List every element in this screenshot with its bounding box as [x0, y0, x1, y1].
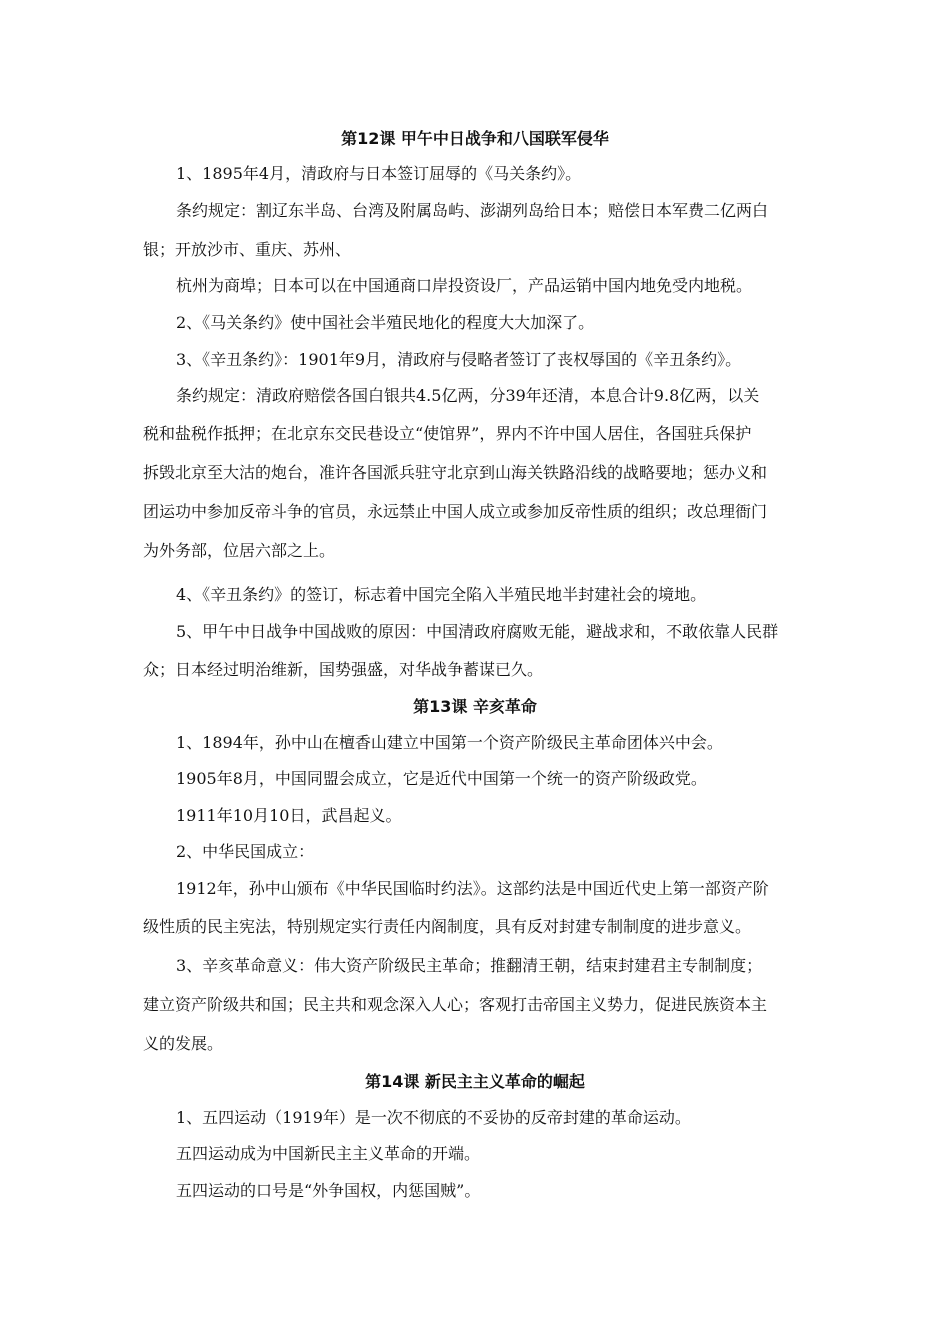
paragraph-line: 义的发展。 — [143, 1034, 224, 1053]
paragraph-line: 4、《辛丑条约》的签订，标志着中国完全陷入半殖民地半封建社会的境地。 — [176, 585, 707, 604]
paragraph-line: 杭州为商埠；日本可以在中国通商口岸投资设厂，产品运销中国内地免受内地税。 — [176, 276, 753, 295]
paragraph-line: 2、《马关条约》使中国社会半殖民地化的程度大大加深了。 — [176, 313, 595, 332]
paragraph-line: 建立资产阶级共和国；民主共和观念深入人心；客观打击帝国主义势力，促进民族资本主 — [143, 995, 768, 1014]
lesson-14-title: 第14课 新民主主义革命的崛起 — [365, 1072, 585, 1091]
paragraph-line: 3、辛亥革命意义：伟大资产阶级民主革命；推翻清王朝，结束封建君主专制制度； — [176, 956, 763, 975]
lesson-12-title: 第12课 甲午中日战争和八国联军侵华 — [341, 129, 609, 148]
paragraph-line: 条约规定：割辽东半岛、台湾及附属岛屿、澎湖列岛给日本；赔偿日本军费二亿两白 — [176, 201, 769, 220]
paragraph-line: 2、中华民国成立： — [176, 842, 315, 861]
paragraph-line: 五四运动的口号是“外争国权，内惩国贼”。 — [176, 1181, 481, 1200]
paragraph-line: 团运功中参加反帝斗争的官员，永远禁止中国人成立或参加反帝性质的组织；改总理衙门 — [143, 502, 768, 521]
paragraph-line: 1912年，孙中山颁布《中华民国临时约法》。这部约法是中国近代史上第一部资产阶 — [176, 879, 769, 898]
paragraph-line: 1911年10月10日，武昌起义。 — [176, 806, 402, 825]
paragraph-line: 五四运动成为中国新民主主义革命的开端。 — [176, 1144, 481, 1163]
paragraph-line: 级性质的民主宪法，特别规定实行责任内阁制度，具有反对封建专制制度的进步意义。 — [143, 917, 752, 936]
paragraph-line: 拆毁北京至大沽的炮台，准许各国派兵驻守北京到山海关铁路沿线的战略要地；惩办义和 — [143, 463, 768, 482]
paragraph-line: 1、1894年，孙中山在檀香山建立中国第一个资产阶级民主革命团体兴中会。 — [176, 733, 723, 752]
paragraph-line: 3、《辛丑条约》：1901年9月，清政府与侵略者签订了丧权辱国的《辛丑条约》。 — [176, 350, 742, 369]
paragraph-line: 条约规定：清政府赔偿各国白银共4.5亿两，分39年还清，本息合计9.8亿两，以关 — [176, 386, 760, 405]
paragraph-line: 众；日本经过明治维新，国势强盛，对华战争蓄谋已久。 — [143, 660, 544, 679]
paragraph-line: 税和盐税作抵押；在北京东交民巷设立“使馆界”，界内不许中国人居住，各国驻兵保护 — [143, 424, 752, 443]
paragraph-line: 5、甲午中日战争中国战败的原因：中国清政府腐败无能，避战求和，不敢依靠人民群 — [176, 622, 779, 641]
paragraph-line: 1905年8月，中国同盟会成立，它是近代中国第一个统一的资产阶级政党。 — [176, 769, 707, 788]
paragraph-line: 为外务部，位居六部之上。 — [143, 541, 336, 560]
paragraph-line: 1、五四运动（1919年）是一次不彻底的不妥协的反帝封建的革命运动。 — [176, 1108, 691, 1127]
paragraph-line: 1、1895年4月，清政府与日本签订屈辱的《马关条约》。 — [176, 164, 582, 183]
paragraph-line: 银；开放沙市、重庆、苏州、 — [143, 240, 352, 259]
lesson-13-title: 第13课 辛亥革命 — [413, 697, 537, 716]
